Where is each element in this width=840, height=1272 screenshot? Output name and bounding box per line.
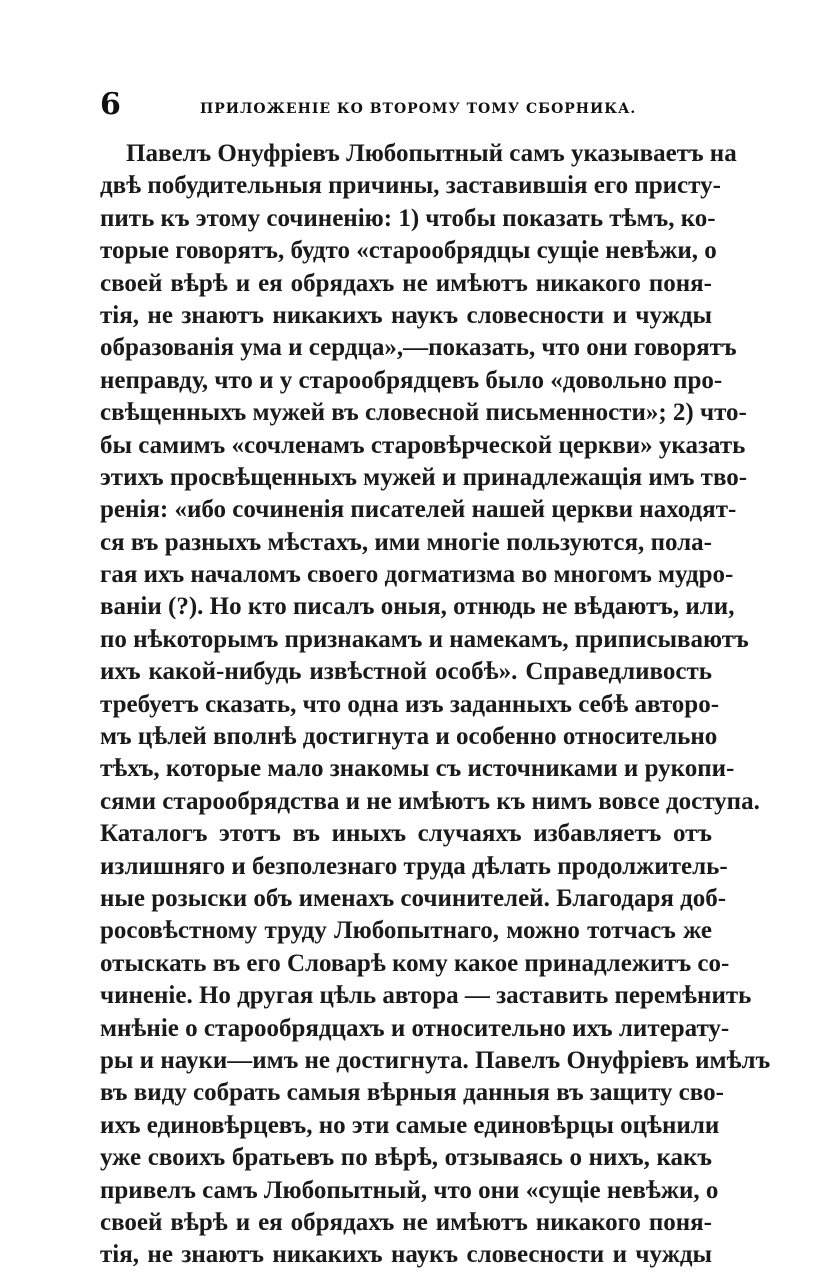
text-line: уже своихъ братьевъ по вѣрѣ, отзываясь о нихъ, какъ: [100, 1144, 712, 1172]
text-line: Каталогъ этотъ въ иныхъ случаяхъ избавляетъ отъ: [100, 820, 712, 848]
text-line: свѣщенныхъ мужей въ словесной письменности»; 2) что-: [100, 399, 747, 427]
text-line: чиненіе. Но другая цѣль автора — заставить перемѣнить: [100, 982, 752, 1010]
text-line: привелъ самъ Любопытный, что они «сущіе невѣжи, о: [100, 1176, 719, 1204]
text-line: тѣхъ, которые мало знакомы съ источниками и рукопи-: [100, 755, 735, 783]
text-line: отыскать въ его Словарѣ кому какое принадлежитъ со-: [100, 949, 730, 977]
text-line: Павелъ Онуфріевъ Любопытный самъ указываетъ на: [126, 140, 737, 167]
text-line: требуетъ сказать, что одна изъ заданныхъ себѣ авторо-: [100, 690, 720, 718]
text-line: пить къ этому сочиненію: 1) чтобы показать тѣмъ, ко-: [100, 204, 716, 232]
text-line: этихъ просвѣщенныхъ мужей и принадлежащія имъ тво-: [100, 463, 748, 491]
text-line: гая ихъ началомъ своего догматизма во многомъ мудро-: [100, 561, 734, 589]
text-line: ренія: «ибо сочиненія писателей нашей церкви находят-: [100, 496, 737, 524]
text-line: сями старообрядства и не имѣютъ къ нимъ вовсе доступа.: [100, 787, 760, 815]
page-number: 6: [100, 87, 121, 122]
text-line: своей вѣрѣ и ея обрядахъ не имѣютъ никакого поня-: [100, 269, 712, 297]
text-line: образованія ума и сердца»,—показать, что они говорятъ: [100, 334, 737, 362]
text-line: ры и науки—имъ не достигнута. Павелъ Онуфріевъ имѣлъ: [100, 1046, 771, 1074]
text-line: тія, не знаютъ никакихъ наукъ словесности и чужды: [100, 1241, 712, 1269]
text-line: двѣ побудительныя причины, заставившія его присту-: [100, 172, 721, 200]
text-line: въ виду собрать самыя вѣрныя данныя въ защиту сво-: [100, 1079, 724, 1107]
text-line: мнѣніе о старообрядцахъ и относительно ихъ литерату-: [100, 1014, 730, 1042]
text-line: излишняго и безполезнаго труда дѣлать продолжитель-: [100, 852, 728, 880]
text-line: бы самимъ «сочленамъ старовѣрческой церкви» указать: [100, 431, 746, 459]
body-text: [100, 138, 771, 1272]
text-line: ихъ какой-нибудь извѣстной особѣ». Справедливость: [100, 658, 712, 686]
text-line: торые говорятъ, будто «старообрядцы сущіе невѣжи, о: [100, 237, 717, 265]
text-line: ся въ разныхъ мѣстахъ, ими многіе пользуются, пола-: [100, 528, 712, 556]
page-header: [100, 88, 712, 128]
text-line: по нѣкоторымъ признакамъ и намекамъ, приписываютъ: [100, 625, 749, 653]
text-line: своей вѣрѣ и ея обрядахъ не имѣютъ никакого поня-: [100, 1208, 712, 1236]
text-line: мъ цѣлей вполнѣ достигнута и особенно относительно: [100, 723, 718, 751]
text-line: ные розыски объ именахъ сочинителей. Благодаря доб-: [100, 884, 727, 912]
text-line: ихъ единовѣрцевъ, но эти самые единовѣрцы оцѣнили: [100, 1111, 720, 1139]
running-title: ПРИЛОЖЕНІЕ КО ВТОРОМУ ТОМУ СБОРНИКА.: [200, 101, 637, 117]
text-line: росовѣстному труду Любопытнаго, можно тотчасъ же: [100, 917, 712, 945]
text-line: тія, не знаютъ никакихъ наукъ словесности и чужды: [100, 301, 712, 329]
text-line: неправду, что и у старообрядцевъ было «довольно про-: [100, 366, 723, 394]
text-line: ваніи (?). Но кто писалъ оныя, отнюдь не вѣдаютъ, или,: [100, 593, 735, 621]
